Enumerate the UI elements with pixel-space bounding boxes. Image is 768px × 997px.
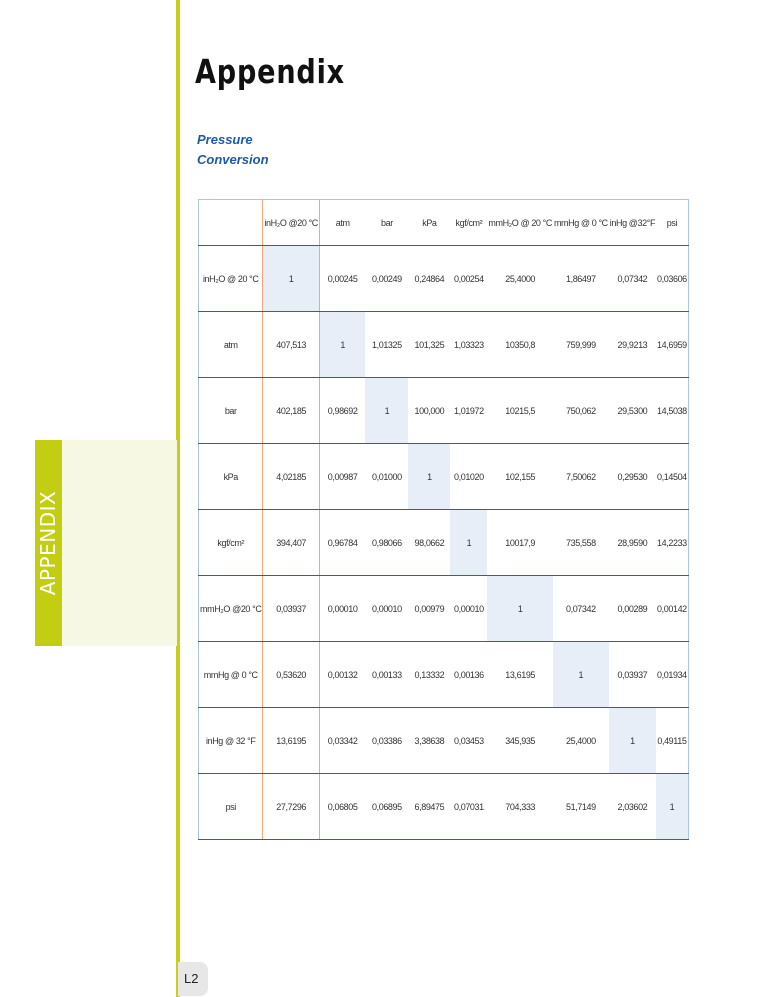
row-header: kgf/cm² xyxy=(199,510,263,576)
table-row xyxy=(199,378,689,444)
table-cell: 1,01325 xyxy=(365,312,408,378)
table-cell: 3,38638 xyxy=(408,708,450,774)
table-cell: 2,03602 xyxy=(609,774,656,840)
table-cell: 759,999 xyxy=(553,312,609,378)
table-cell: 101,325 xyxy=(408,312,450,378)
table-cell: 25,4000 xyxy=(553,708,609,774)
column-header: mmH₂O @ 20 °C xyxy=(487,200,553,246)
diagonal-cell: 1 xyxy=(450,510,487,576)
page-number: L2 xyxy=(178,962,208,996)
row-header: kPa xyxy=(199,444,263,510)
column-header: inHg @32°F xyxy=(609,200,656,246)
table-cell: 0,00136 xyxy=(450,642,487,708)
table-cell: 0,00987 xyxy=(319,444,365,510)
table-cell: 0,06895 xyxy=(365,774,408,840)
table-cell: 27,7296 xyxy=(263,774,319,840)
table-cell: 0,07031 xyxy=(450,774,487,840)
column-header: atm xyxy=(319,200,365,246)
table-row xyxy=(199,576,689,642)
diagonal-cell: 1 xyxy=(487,576,553,642)
table-cell: 28,9590 xyxy=(609,510,656,576)
table-cell: 704,333 xyxy=(487,774,553,840)
column-header: bar xyxy=(365,200,408,246)
table-cell: 0,49115 xyxy=(656,708,688,774)
column-header: inH₂O @20 °C xyxy=(263,200,319,246)
table-cell: 402,185 xyxy=(263,378,319,444)
table-cell: 6,89475 xyxy=(408,774,450,840)
table-cell: 0,01000 xyxy=(365,444,408,510)
table-corner-cell xyxy=(199,200,263,246)
table-cell: 0,00249 xyxy=(365,246,408,312)
table-cell: 7,50062 xyxy=(553,444,609,510)
table-cell: 0,00133 xyxy=(365,642,408,708)
row-header: bar xyxy=(199,378,263,444)
table-cell: 100,000 xyxy=(408,378,450,444)
table-cell: 1,01972 xyxy=(450,378,487,444)
table-cell: 10215,5 xyxy=(487,378,553,444)
table-cell: 0,00142 xyxy=(656,576,688,642)
table-cell: 29,9213 xyxy=(609,312,656,378)
table-cell: 0,00010 xyxy=(319,576,365,642)
table-cell: 10017,9 xyxy=(487,510,553,576)
table-cell: 0,07342 xyxy=(609,246,656,312)
row-header: inHg @ 32 °F xyxy=(199,708,263,774)
table-cell: 735,558 xyxy=(553,510,609,576)
row-header: mmHg @ 0 °C xyxy=(199,642,263,708)
table-row xyxy=(199,708,689,774)
diagonal-cell: 1 xyxy=(263,246,319,312)
table-cell: 0,06805 xyxy=(319,774,365,840)
row-header: mmH₂O @20 °C xyxy=(199,576,263,642)
table-cell: 25,4000 xyxy=(487,246,553,312)
table-cell: 0,03342 xyxy=(319,708,365,774)
table-cell: 1,03323 xyxy=(450,312,487,378)
page-title: Appendix xyxy=(195,52,345,91)
table-cell: 0,00132 xyxy=(319,642,365,708)
table-cell: 98,0662 xyxy=(408,510,450,576)
table-cell: 0,98692 xyxy=(319,378,365,444)
subtitle-line-2: Conversion xyxy=(197,152,269,167)
row-header: psi xyxy=(199,774,263,840)
table-cell: 0,00254 xyxy=(450,246,487,312)
table-cell: 0,00289 xyxy=(609,576,656,642)
diagonal-cell: 1 xyxy=(656,774,688,840)
table-cell: 14,6959 xyxy=(656,312,688,378)
table-cell: 0,03453 xyxy=(450,708,487,774)
table-row xyxy=(199,510,689,576)
table-cell: 0,01934 xyxy=(656,642,688,708)
table-cell: 13,6195 xyxy=(263,708,319,774)
diagonal-cell: 1 xyxy=(319,312,365,378)
row-header: atm xyxy=(199,312,263,378)
table-cell: 345,935 xyxy=(487,708,553,774)
column-header: psi xyxy=(656,200,688,246)
table-cell: 0,03386 xyxy=(365,708,408,774)
subtitle-line-1: Pressure xyxy=(197,132,253,147)
table-cell: 0,00010 xyxy=(365,576,408,642)
table-cell: 4,02185 xyxy=(263,444,319,510)
column-header: kgf/cm² xyxy=(450,200,487,246)
table-cell: 0,29530 xyxy=(609,444,656,510)
side-tab-label: APPENDIX xyxy=(36,490,60,596)
table-cell: 0,24864 xyxy=(408,246,450,312)
table-row xyxy=(199,312,689,378)
column-header: mmHg @ 0 °C xyxy=(553,200,609,246)
table-cell: 102,155 xyxy=(487,444,553,510)
table-cell: 0,03937 xyxy=(609,642,656,708)
table-cell: 0,01020 xyxy=(450,444,487,510)
table-cell: 10350,8 xyxy=(487,312,553,378)
table-row xyxy=(199,444,689,510)
column-header: kPa xyxy=(408,200,450,246)
table-cell: 0,07342 xyxy=(553,576,609,642)
table-row xyxy=(199,774,689,840)
diagonal-cell: 1 xyxy=(553,642,609,708)
table-cell: 14,5038 xyxy=(656,378,688,444)
section-subtitle xyxy=(197,130,317,170)
pressure-conversion-table xyxy=(198,199,689,840)
table-cell: 0,00245 xyxy=(319,246,365,312)
table-cell: 407,513 xyxy=(263,312,319,378)
table-cell: 0,00010 xyxy=(450,576,487,642)
table-cell: 0,98066 xyxy=(365,510,408,576)
diagonal-cell: 1 xyxy=(408,444,450,510)
table-cell: 13,6195 xyxy=(487,642,553,708)
table-cell: 0,03937 xyxy=(263,576,319,642)
table-cell: 394,407 xyxy=(263,510,319,576)
diagonal-cell: 1 xyxy=(365,378,408,444)
table-cell: 750,062 xyxy=(553,378,609,444)
table-cell: 0,96784 xyxy=(319,510,365,576)
table-header-row xyxy=(199,200,689,246)
table-row xyxy=(199,246,689,312)
diagonal-cell: 1 xyxy=(609,708,656,774)
table-cell: 0,13332 xyxy=(408,642,450,708)
table-cell: 0,53620 xyxy=(263,642,319,708)
table-cell: 14,2233 xyxy=(656,510,688,576)
table-cell: 51,7149 xyxy=(553,774,609,840)
table-cell: 0,14504 xyxy=(656,444,688,510)
table-cell: 29,5300 xyxy=(609,378,656,444)
table-cell: 1,86497 xyxy=(553,246,609,312)
table-row xyxy=(199,642,689,708)
row-header: inH₂O @ 20 °C xyxy=(199,246,263,312)
table-cell: 0,00979 xyxy=(408,576,450,642)
table-cell: 0,03606 xyxy=(656,246,688,312)
